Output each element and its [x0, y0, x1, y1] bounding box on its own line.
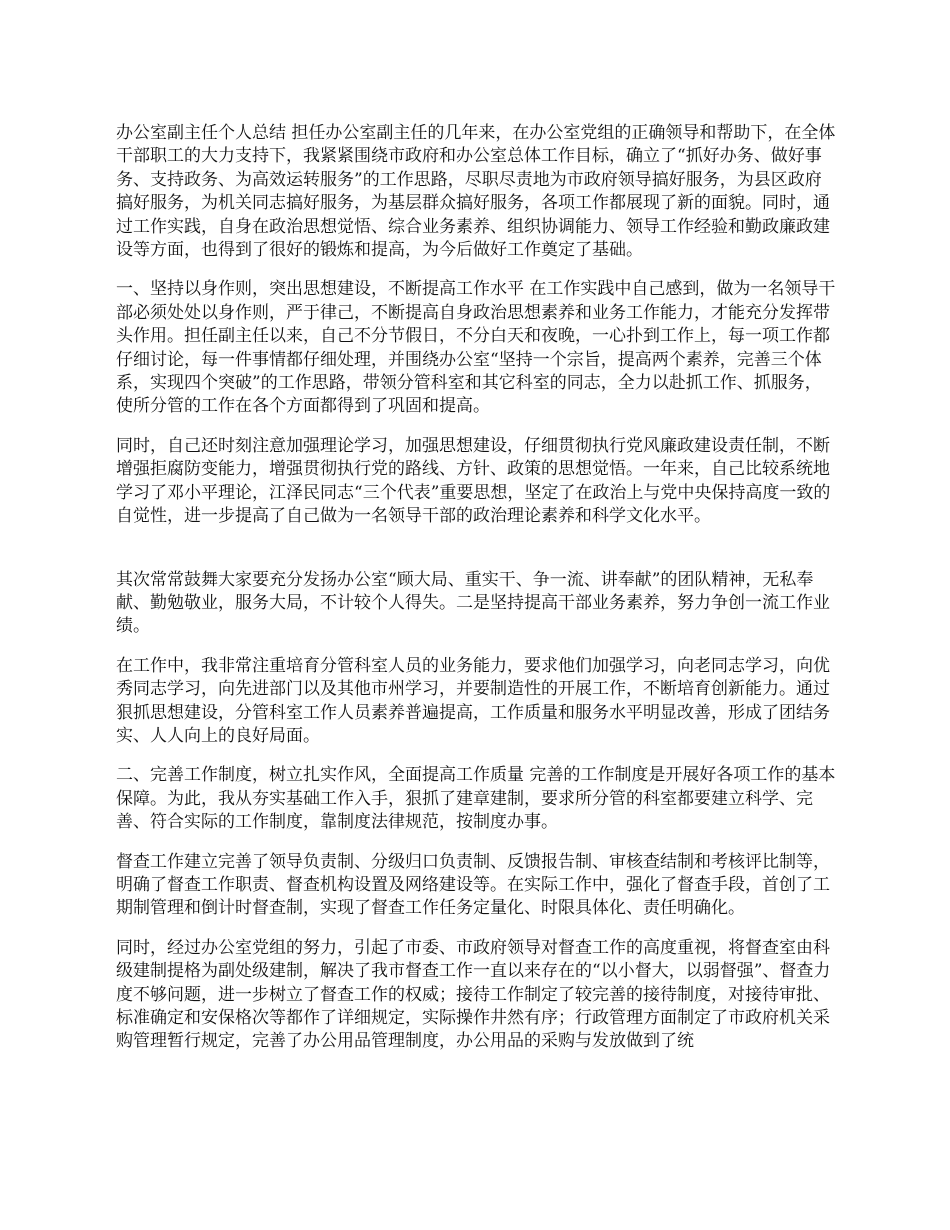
document-body [116, 122, 838, 1070]
paragraph-intro: 办公室副主任个人总结 担任办公室副主任的几年来，在办公室党组的正确领导和帮助下，在全体干部职工的大力支持下，我紧紧围绕市政府和办公室总体工作目标，确立了“抓好办务、做好事务、支持政务、为高效运转服务”的工作思路，尽职尽责地为市政府领导搞好服务，为县区政府搞好服务，为机关同志搞好服务，为基层群众搞好服务，各项工作都展现了新的面貌。同时，通过工作实践，自身在政治思想觉悟、综合业务素养、组织协调能力、领导工作经验和勤政廉政建设等方面，也得到了很好的锻炼和提高，为今后做好工作奠定了基础。 [116, 123, 836, 261]
paragraph-section-two: 二、完善工作制度，树立扎实作风，全面提高工作质量 完善的工作制度是开展好各项工作的基本保障。为此，我从夯实基础工作入手，狠抓了建章建制，要求所分管的科室都要建立科学、完善、符合实际的工作制度，靠制度法律规范，按制度办事。 [116, 765, 836, 833]
paragraph-staff-training: 在工作中，我非常注重培育分管科室人员的业务能力，要求他们加强学习，向老同志学习，向优秀同志学习，向先进部门以及其他市州学习，并要制造性的开展工作，不断培育创新能力。通过狠抓思想建设，分管科室工作人员素养普遍提高，工作质量和服务水平明显改善，形成了团结务实、人人向上的良好局面。 [116, 655, 830, 746]
paragraph-supervision: 督查工作建立完善了领导负责制、分级归口负责制、反馈报告制、审核查结制和考核评比制等，明确了督查工作职责、督查机构设置及网络建设等。在实际工作中，强化了督查手段，首创了工期制管理和倒计时督查制，实现了督查工作任务定量化、时限具体化、责任明确化。 [116, 851, 830, 919]
paragraph-team-spirit: 其次常常鼓舞大家要充分发扬办公室“顾大局、重实干、争一流、讲奉献”的团队精神，无私奉献、勤勉敬业，服务大局，不计较个人得失。二是坚持提高干部业务素养，努力争创一流工作业绩。 [116, 569, 830, 637]
paragraph-spacer [116, 545, 838, 569]
paragraph-management-rules: 同时，经过办公室党组的努力，引起了市委、市政府领导对督查工作的高度重视，将督查室由科级建制提格为副处级建制，解决了我市督查工作一直以来存在的“以小督大，以弱督强”、督查力度不够问题，进一步树立了督查工作的权威；接待工作制定了较完善的接待制度，对接待审批、标准确定和安保格次等都作了详细规定，实际操作井然有序；行政管理方面制定了市政府机关采购管理暂行规定，完善了办公用品管理制度，办公用品的采购与发放做到了统 [116, 937, 831, 1052]
paragraph-theory-study: 同时，自己还时刻注意加强理论学习，加强思想建设，仔细贯彻执行党风廉政建设责任制，不断增强拒腐防变能力，增强贯彻执行党的路线、方针、政策的思想觉悟。一年来，自己比较系统地学习了邓小平理论，江泽民同志“三个代表”重要思想，坚定了在政治上与党中央保持高度一致的自觉性，进一步提高了自己做为一名领导干部的政治理论素养和科学文化水平。 [116, 435, 831, 527]
paragraph-section-one: 一、坚持以身作则，突出思想建设，不断提高工作水平 在工作实践中自己感到，做为一名领导干部必须处处以身作则，严于律己，不断提高自身政治思想素养和业务工作能力，才能充分发挥带头作用。担任副主任以来，自己不分节假日，不分白天和夜晚，一心扑到工作上，每一项工作都仔细讨论，每一件事情都仔细处理，并围绕办公室“坚持一个宗旨，提高两个素养，完善三个体系，实现四个突破”的工作思路，带领分管科室和其它科室的同志，全力以赴抓工作、抓服务，使所分管的工作在各个方面都得到了巩固和提高。 [116, 279, 836, 417]
